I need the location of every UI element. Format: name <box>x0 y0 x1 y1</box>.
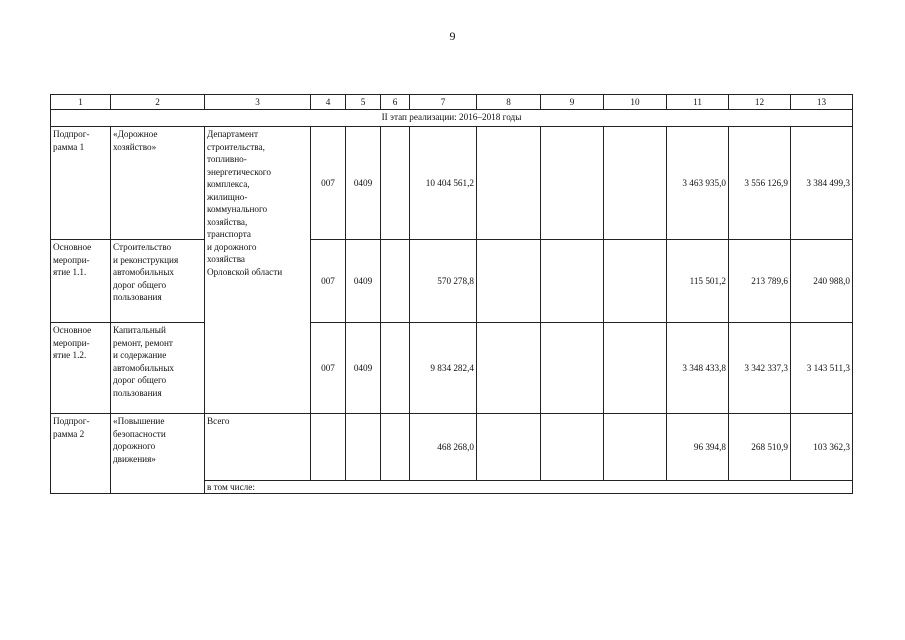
row-name-cell: Капитальный ремонт, ремонт и содержание автомобильных дорог общего пользования <box>111 323 205 414</box>
table-row <box>51 127 853 240</box>
code-section-cell: 0409 <box>346 127 381 240</box>
col-header-13: 13 <box>791 95 853 110</box>
year-2016-cell: 3 463 935,0 <box>667 127 729 240</box>
code-grbs-cell: 007 <box>311 127 346 240</box>
total-cell: 9 834 282,4 <box>410 323 477 414</box>
department-cell: Департамент строительства, топливно- энергетического комплекса, жилищно- коммунального хозяйства, транспорта и дорожного хозяйства Орловской области <box>205 127 311 414</box>
year-2018-cell: 3 384 499,3 <box>791 127 853 240</box>
budget-table <box>50 94 853 494</box>
page-number: 9 <box>449 29 456 43</box>
table-row <box>51 323 853 414</box>
row-name-cell: Строительство и реконструкция автомобильных дорог общего пользования <box>111 240 205 323</box>
row-name-cell: «Повышение безопасности дорожного движения» <box>111 414 205 494</box>
code-section-cell: 0409 <box>346 323 381 414</box>
col-header-9: 9 <box>541 95 604 110</box>
year-2017-cell: 268 510,9 <box>729 414 791 481</box>
year-2016-cell: 115 501,2 <box>667 240 729 323</box>
table-row <box>51 414 853 481</box>
col-header-2: 2 <box>111 95 205 110</box>
including-label-cell: в том числе: <box>205 481 853 494</box>
code-target-cell <box>381 127 410 240</box>
code-section-cell: 0409 <box>346 240 381 323</box>
row-type-cell: Основное меропри- ятие 1.1. <box>51 240 111 323</box>
col-header-10: 10 <box>604 95 667 110</box>
total-label-cell: Всего <box>205 414 311 481</box>
total-cell: 570 278,8 <box>410 240 477 323</box>
year-2018-cell: 240 988,0 <box>791 240 853 323</box>
year-cell-8 <box>477 414 541 481</box>
code-target-cell <box>381 240 410 323</box>
year-cell-9 <box>541 127 604 240</box>
year-cell-8 <box>477 127 541 240</box>
col-header-12: 12 <box>729 95 791 110</box>
col-header-3: 3 <box>205 95 311 110</box>
col-header-11: 11 <box>667 95 729 110</box>
code-target-cell <box>381 414 410 481</box>
total-cell: 10 404 561,2 <box>410 127 477 240</box>
code-grbs-cell <box>311 414 346 481</box>
col-header-4: 4 <box>311 95 346 110</box>
stage-row <box>51 110 853 127</box>
col-header-7: 7 <box>410 95 477 110</box>
year-2017-cell: 3 556 126,9 <box>729 127 791 240</box>
row-name-cell: «Дорожное хозяйство» <box>111 127 205 240</box>
total-cell: 468 268,0 <box>410 414 477 481</box>
year-2016-cell: 96 394,8 <box>667 414 729 481</box>
col-header-1: 1 <box>51 95 111 110</box>
row-type-cell: Подпрог- рамма 1 <box>51 127 111 240</box>
year-2016-cell: 3 348 433,8 <box>667 323 729 414</box>
year-2017-cell: 3 342 337,3 <box>729 323 791 414</box>
row-type-cell: Основное меропри- ятие 1.2. <box>51 323 111 414</box>
code-target-cell <box>381 323 410 414</box>
year-cell-10 <box>604 240 667 323</box>
year-2018-cell: 103 362,3 <box>791 414 853 481</box>
year-2018-cell: 3 143 511,3 <box>791 323 853 414</box>
code-grbs-cell: 007 <box>311 240 346 323</box>
col-header-8: 8 <box>477 95 541 110</box>
col-header-5: 5 <box>346 95 381 110</box>
column-number-row <box>51 95 853 110</box>
year-cell-9 <box>541 323 604 414</box>
year-cell-10 <box>604 414 667 481</box>
code-grbs-cell: 007 <box>311 323 346 414</box>
year-cell-9 <box>541 240 604 323</box>
code-section-cell <box>346 414 381 481</box>
stage-title: II этап реализации: 2016–2018 годы <box>51 110 853 127</box>
year-cell-10 <box>604 323 667 414</box>
year-cell-8 <box>477 240 541 323</box>
year-cell-8 <box>477 323 541 414</box>
table-row <box>51 240 853 323</box>
year-cell-10 <box>604 127 667 240</box>
row-type-cell: Подпрог- рамма 2 <box>51 414 111 494</box>
year-cell-9 <box>541 414 604 481</box>
year-2017-cell: 213 789,6 <box>729 240 791 323</box>
col-header-6: 6 <box>381 95 410 110</box>
